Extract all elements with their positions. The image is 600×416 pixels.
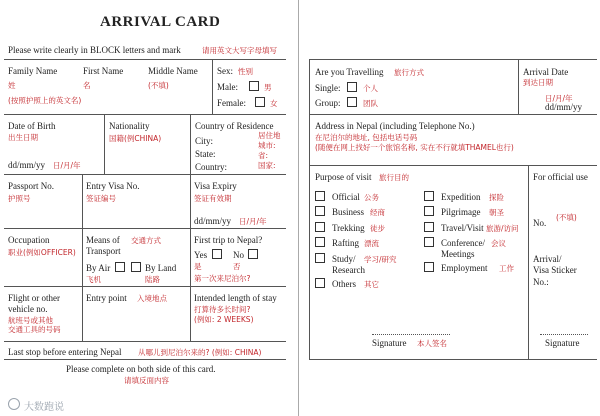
group-label: Group: xyxy=(315,98,341,108)
purpose-rafting-label: Rafting xyxy=(332,238,359,248)
first-trip-label: First trip to Nepal? xyxy=(194,235,263,245)
city-label: City: xyxy=(195,136,214,146)
flight-label-1: Flight or other xyxy=(8,293,60,303)
no-label: No xyxy=(233,250,244,260)
transport-label-1: Means of xyxy=(86,235,120,245)
nationality-label-cn: 国籍(例CHINA) xyxy=(109,134,162,143)
arrival-date-format-cn: 日/月/年 xyxy=(545,94,573,103)
purpose-expedition-checkbox[interactable] xyxy=(424,191,434,201)
visa-expiry-label: Visa Expiry xyxy=(194,181,237,191)
by-air-checkbox[interactable] xyxy=(115,262,125,272)
purpose-expedition-label-cn: 探险 xyxy=(489,193,504,202)
dob-format: dd/mm/yy xyxy=(8,160,46,170)
purpose-travel-label: Travel/Visit xyxy=(441,223,484,233)
card-divider xyxy=(298,0,299,416)
address-label-cn-1: 在尼泊尔的地址, 包括电话号码 xyxy=(315,133,418,142)
purpose-rafting-checkbox[interactable] xyxy=(315,237,325,247)
middle-name-label: Middle Name xyxy=(148,66,198,76)
yes-checkbox[interactable] xyxy=(212,249,222,259)
address-label: Address in Nepal (including Telephone No.) xyxy=(315,121,475,131)
arrival-sticker-label-2: Visa Sticker xyxy=(533,265,577,275)
transport-label-2: Transport xyxy=(86,246,121,256)
state-label: State: xyxy=(195,149,216,159)
occupation-label: Occupation xyxy=(8,235,50,245)
male-label: Male: xyxy=(217,82,238,92)
by-air-label-cn: 飞机 xyxy=(86,275,101,284)
first-name-label: First Name xyxy=(83,66,124,76)
purpose-meetings-label: Meetings xyxy=(441,249,475,259)
address-label-cn-2: (随便在网上找好一个旅馆名称, 实在不行就填THAMEL也行) xyxy=(315,143,514,152)
signature-label-cn: 本人签名 xyxy=(417,339,447,348)
purpose-employment-label-cn: 工作 xyxy=(499,264,514,273)
purpose-trekking-label-cn: 徒步 xyxy=(370,224,385,233)
entry-visa-label: Entry Visa No. xyxy=(86,181,140,191)
by-land-label: By Land xyxy=(145,263,177,273)
group-checkbox[interactable] xyxy=(347,97,357,107)
purpose-travel-label-cn: 旅游/访问 xyxy=(486,224,519,233)
purpose-official-label-cn: 公务 xyxy=(364,193,379,202)
purpose-expedition-label: Expedition xyxy=(441,192,481,202)
purpose-trekking-checkbox[interactable] xyxy=(315,222,325,232)
occupation-label-cn: 职业(例如OFFICER) xyxy=(8,248,76,257)
nationality-label: Nationality xyxy=(109,121,150,131)
transport-label-cn: 交通方式 xyxy=(131,236,161,245)
purpose-rafting-label-cn: 漂流 xyxy=(364,239,379,248)
purpose-business-checkbox[interactable] xyxy=(315,206,325,216)
purpose-official-checkbox[interactable] xyxy=(315,191,325,201)
arrival-date-format: dd/mm/yy xyxy=(545,102,583,112)
dob-label-cn: 出生日期 xyxy=(8,133,38,142)
instruction-text: Please write clearly in BLOCK letters and mark xyxy=(8,45,181,55)
male-checkbox[interactable] xyxy=(249,81,259,91)
purpose-trekking-label: Trekking xyxy=(332,223,365,233)
residence-cn-2: 城市: xyxy=(258,141,276,150)
official-use-label: For official use xyxy=(533,172,588,182)
residence-cn-3: 省: xyxy=(258,151,269,160)
purpose-conference-label: Conference/ xyxy=(441,238,485,248)
card-title: ARRIVAL CARD xyxy=(100,14,221,30)
passport-no-label: Passport No. xyxy=(8,181,55,191)
country-residence-label: Country of Residence xyxy=(195,121,274,131)
passport-name-note: (按照护照上的英文名) xyxy=(8,96,82,105)
arrival-date-label-cn: 到达日期 xyxy=(523,78,553,87)
purpose-travel-checkbox[interactable] xyxy=(424,222,434,232)
purpose-research-label: Research xyxy=(332,265,365,275)
purpose-business-label: Business xyxy=(332,207,365,217)
instruction-text-cn: 请用英文大写字母填写 xyxy=(202,46,277,55)
length-stay-label-cn-1: 打算待多长时间? xyxy=(194,305,251,314)
purpose-others-checkbox[interactable] xyxy=(315,278,325,288)
watermark-text: 大数跑说 xyxy=(24,402,64,413)
yes-label-cn: 是 xyxy=(194,262,202,271)
family-name-label: Family Name xyxy=(8,66,58,76)
male-label-cn: 男 xyxy=(264,83,272,92)
arrival-sticker-label-1: Arrival/ xyxy=(533,254,562,264)
residence-cn-1: 居住地 xyxy=(258,131,281,140)
length-stay-label-cn-2: (例如: 2 WEEKS) xyxy=(194,315,254,324)
purpose-study-label-cn: 学习/研究 xyxy=(364,255,397,264)
single-checkbox[interactable] xyxy=(347,82,357,92)
arrival-date-label: Arrival Date xyxy=(523,67,569,77)
no-checkbox[interactable] xyxy=(248,249,258,259)
purpose-pilgrimage-label: Pilgrimage xyxy=(441,207,481,217)
entry-point-label-cn: 入境地点 xyxy=(137,294,167,303)
purpose-others-label: Others xyxy=(332,279,356,289)
purpose-business-label-cn: 经商 xyxy=(370,208,385,217)
dob-label: Date of Birth xyxy=(8,121,56,131)
purpose-employment-label: Employment xyxy=(441,263,488,273)
last-stop-label-cn: 从哪儿到尼泊尔来的? (例如: CHINA) xyxy=(138,348,262,357)
dob-format-cn: 日/月/年 xyxy=(53,161,81,170)
purpose-others-label-cn: 其它 xyxy=(364,280,379,289)
female-label-cn: 女 xyxy=(270,99,278,108)
purpose-conference-label-cn: 会议 xyxy=(491,239,506,248)
visa-expiry-format-cn: 日/月/年 xyxy=(239,217,267,226)
no-label-cn: 否 xyxy=(233,262,241,271)
by-air-label: By Air xyxy=(86,263,111,273)
official-no-label-cn: (不填) xyxy=(556,213,577,222)
sex-label: Sex: xyxy=(217,66,234,76)
travelling-label-cn: 旅行方式 xyxy=(394,68,424,77)
footer-text-cn: 请填反面内容 xyxy=(124,376,169,385)
female-checkbox[interactable] xyxy=(255,97,265,107)
entry-point-label: Entry point xyxy=(86,293,127,303)
first-name-label-cn: 名 xyxy=(83,81,91,90)
flight-label-2: vehicle no. xyxy=(8,304,48,314)
visa-expiry-label-cn: 签证有效期 xyxy=(194,194,232,203)
purpose-conference-checkbox[interactable] xyxy=(424,237,434,247)
yes-label: Yes xyxy=(194,250,208,260)
flight-label-cn-1: 航班号或其他 xyxy=(8,316,53,325)
visa-expiry-format: dd/mm/yy xyxy=(194,216,232,226)
family-name-label-cn: 姓 xyxy=(8,81,16,90)
residence-cn-4: 国家: xyxy=(258,161,276,170)
arrival-sticker-label-3: No.: xyxy=(533,277,549,287)
purpose-study-checkbox[interactable] xyxy=(315,253,325,263)
purpose-pilgrimage-checkbox[interactable] xyxy=(424,206,434,216)
length-stay-label: Intended length of stay xyxy=(194,293,277,303)
purpose-official-label: Official xyxy=(332,192,360,202)
footer-text: Please complete on both side of this card. xyxy=(66,364,216,374)
first-trip-label-cn: 第一次来尼泊尔? xyxy=(194,274,251,283)
signature-label: Signature xyxy=(372,338,407,348)
passport-no-label-cn: 护照号 xyxy=(8,194,31,203)
middle-name-label-cn: (不填) xyxy=(148,81,169,90)
travelling-label: Are you Travelling xyxy=(315,67,384,77)
purpose-employment-checkbox[interactable] xyxy=(424,262,434,272)
watermark-logo-icon xyxy=(8,398,20,410)
single-label: Single: xyxy=(315,83,341,93)
official-signature-label: Signature xyxy=(545,338,580,348)
single-label-cn: 个人 xyxy=(363,84,378,93)
purpose-label-cn: 旅行目的 xyxy=(379,173,409,182)
flight-label-cn-2: 交通工具的号码 xyxy=(8,325,61,334)
purpose-study-label: Study/ xyxy=(332,254,356,264)
female-label: Female: xyxy=(217,98,246,108)
by-land-checkbox[interactable] xyxy=(131,262,141,272)
sex-label-cn: 性别 xyxy=(238,67,253,76)
by-land-label-cn: 陆路 xyxy=(145,275,160,284)
country-label: Country: xyxy=(195,162,228,172)
group-label-cn: 团队 xyxy=(363,99,378,108)
purpose-pilgrimage-label-cn: 朝圣 xyxy=(489,208,504,217)
entry-visa-label-cn: 签证编号 xyxy=(86,194,116,203)
last-stop-label: Last stop before entering Nepal xyxy=(8,347,122,357)
purpose-label: Purpose of visit xyxy=(315,172,372,182)
official-no-label: No. xyxy=(533,218,547,228)
